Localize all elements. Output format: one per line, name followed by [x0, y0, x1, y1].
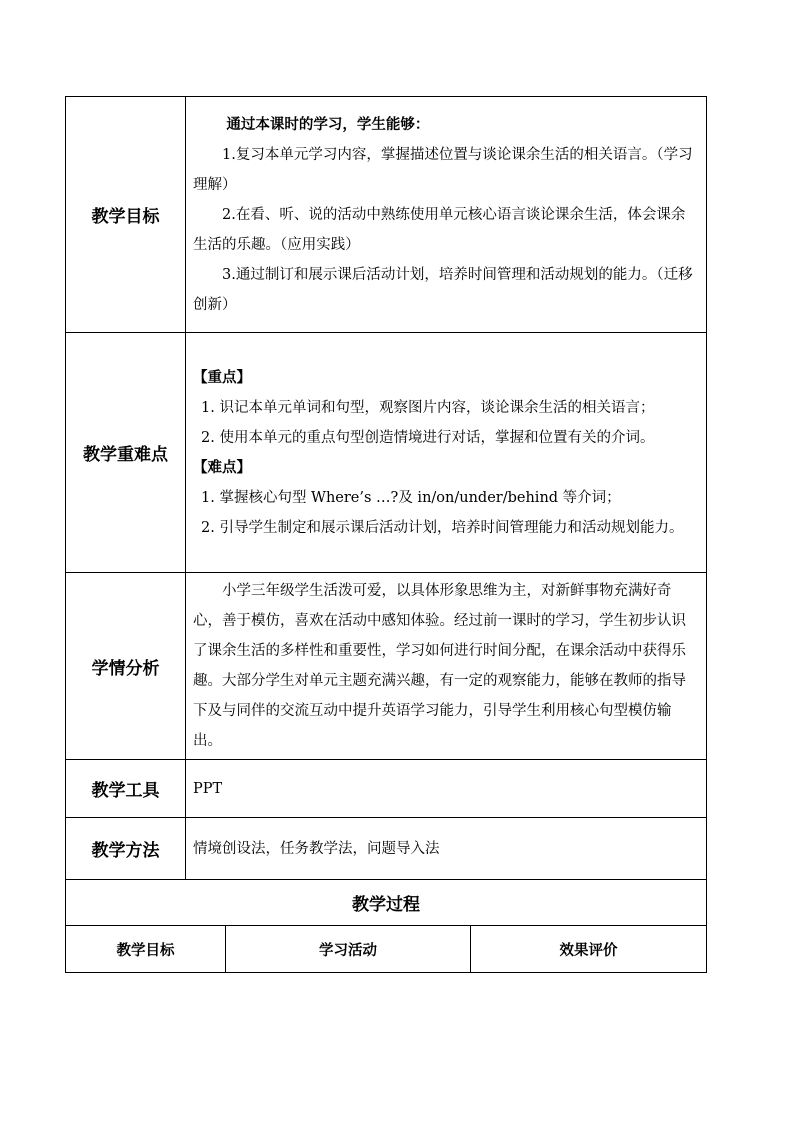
process-columns-table — [65, 926, 707, 973]
objectives-intro: 通过本课时的学习，学生能够： — [226, 115, 430, 133]
process-title: 教学过程 — [66, 880, 707, 926]
focus-item-2: 2. 使用本单元的重点句型创造情境进行对话，掌握和位置有关的介词。 — [201, 429, 655, 446]
process-col-objective: 教学目标 — [66, 926, 226, 973]
difficulty-item-1: 1. 掌握核心句型 Where’s …?及 in/on/under/behind 等介词； — [201, 489, 621, 506]
objective-item-1: 1.复习本单元学习内容，掌握描述位置与谈论课余生活的相关语言。（学习理解） — [193, 146, 693, 193]
tools-value: PPT — [186, 760, 707, 818]
lesson-plan-table — [65, 96, 707, 926]
objectives-row — [66, 97, 707, 333]
difficulty-heading: 【难点】 — [193, 458, 251, 476]
lesson-plan-page — [65, 96, 706, 973]
focus-heading: 【重点】 — [193, 368, 251, 386]
tools-label: 教学工具 — [66, 760, 186, 818]
key-points-label: 教学重难点 — [66, 333, 186, 573]
analysis-content — [186, 573, 707, 760]
analysis-row — [66, 573, 707, 760]
objectives-content — [186, 97, 707, 333]
objective-item-3: 3.通过制订和展示课后活动计划，培养时间管理和活动规划的能力。（迁移创新） — [193, 266, 693, 313]
key-points-content — [186, 333, 707, 573]
focus-item-1: 1. 识记本单元单词和句型，观察图片内容，谈论课余生活的相关语言； — [201, 399, 655, 416]
analysis-label: 学情分析 — [66, 573, 186, 760]
methods-value: 情境创设法，任务教学法，问题导入法 — [186, 818, 707, 880]
objectives-label: 教学目标 — [66, 97, 186, 333]
process-col-evaluation: 效果评价 — [471, 926, 707, 973]
process-header-row — [66, 926, 707, 973]
methods-label: 教学方法 — [66, 818, 186, 880]
tools-row — [66, 760, 707, 818]
process-col-activity: 学习活动 — [226, 926, 471, 973]
process-title-row — [66, 880, 707, 926]
difficulty-item-2: 2. 引导学生制定和展示课后活动计划，培养时间管理能力和活动规划能力。 — [201, 519, 684, 536]
methods-row — [66, 818, 707, 880]
objective-item-2: 2.在看、听、说的活动中熟练使用单元核心语言谈论课余生活，体会课余生活的乐趣。（应用实践） — [193, 206, 686, 253]
key-points-row — [66, 333, 707, 573]
analysis-text: 小学三年级学生活泼可爱，以具体形象思维为主，对新鲜事物充满好奇心，善于模仿，喜欢在活动中感知体验。经过前一课时的学习，学生初步认识了课余生活的多样性和重要性，学习如何进行时间分配，在课余活动中获得乐趣。大部分学生对单元主题充满兴趣，有一定的观察能力，能够在教师的指导下及与同伴的交流互动中提升英语学习能力，引导学生利用核心句型模仿输出。 — [193, 583, 686, 749]
